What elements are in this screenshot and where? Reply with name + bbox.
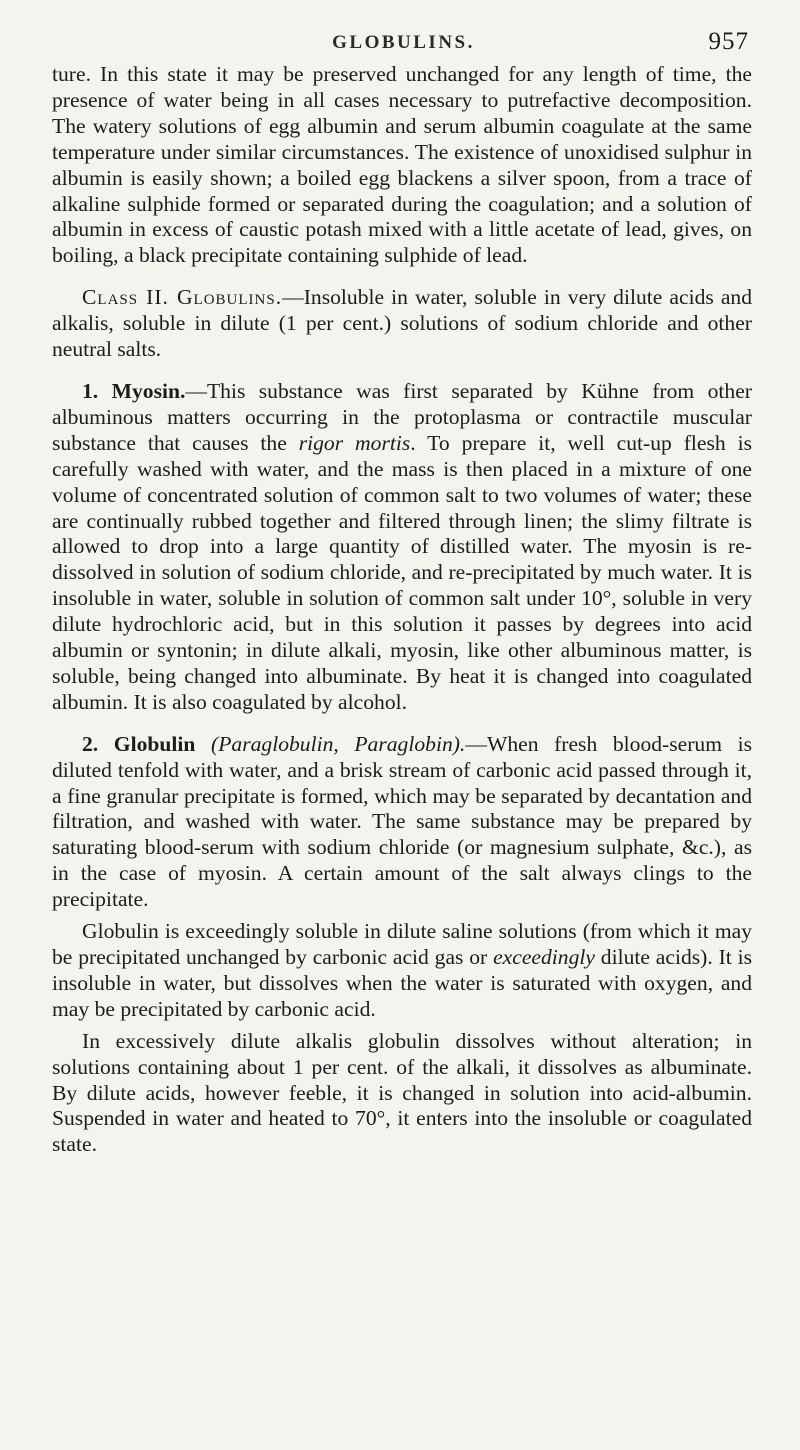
exceedingly-term: exceedingly [493,945,595,969]
page-header [52,0,755,58]
paragraph-continuation: ture. In this state it may be preserved unchanged for any length of time, the presence of water being in all cases necessary to putrefactive decomposition. The watery solutions of egg albumin and serum albumin coagulate at the same temperature under similar circumstances. The existence of unoxidised sulphur in albumin is easily shown; a boiled egg blackens a silver spoon, from a trace of alkaline sulphide formed or separated during the coagulation; and a solution of albumin in excess of caustic potash mixed with a little acetate of lead, gives, on boiling, a black precipitate containing sulphide of lead. [52,62,752,268]
class-ii-heading: Class II. Globulins. [82,285,283,310]
globulin-synonyms: (Paraglobulin, Paraglobin). [211,731,466,756]
paragraph-alkalis: In excessively dilute alkalis globulin dissolves without alteration; in solutions containing about 1 per cent. of the alkali, it dissolves as albuminate. By dilute acids, however feeble, it is changed in solution into acid-albumin. Suspended in water and heated to 70°, it enters into the insoluble or coagulated state. [52,1028,752,1157]
paragraph-globulin [52,732,752,913]
class-ii-text: —Insoluble in water, soluble in very dilute acids and alkalis, soluble in dilute (1 per cent.) solutions of sodium chloride and other neutral salts. [52,285,752,362]
rigor-mortis-term: rigor mortis [298,430,411,455]
paragraph-globulin-solubility [52,919,752,1023]
globulin-text: —When fresh blood-serum is diluted tenfold with water, and a brisk stream of carbonic acid passed through it, a fine granular precipitate is formed, which may be separated by decantation and filtration, and washed with water. The same substance may be prepared by saturating blood-serum with sodium chloride (or magnesium sulphate, &c.), as in the case of myosin. A certain amount of the salt always clings to the precipitate. [52,731,752,912]
running-head: GLOBULINS. [332,32,475,53]
myosin-text-a: —This substance was first separated by Kühne from other albuminous matters occurring in the protoplasma or contractile muscular substance that causes the [52,378,752,455]
myosin-heading: 1. Myosin. [82,378,186,403]
solubility-text-b: dilute acids). It is insoluble in water, but dissolves when the water is saturated with oxygen, and may be precipitated by carbonic acid. [52,945,752,1021]
page-number: 957 [708,28,749,55]
globulin-heading: 2. Globulin [82,731,196,756]
body-text [52,62,752,1158]
solubility-text-a: Globulin is exceedingly soluble in dilute saline solutions (from which it may be precipitated unchanged by carbonic acid gas or [52,919,752,969]
paragraph-class-ii [52,285,752,363]
paragraph-myosin [52,379,752,716]
myosin-text-b: . To prepare it, well cut-up flesh is carefully washed with water, and the mass is then placed in a mixture of one volume of concentrated solution of common salt to two volumes of water; these are continually rubbed together and filtered through linen; the slimy filtrate is allowed to drop into a large quantity of distilled water. The myosin is re-dissolved in solution of sodium chloride, and re-precipitated by much water. It is insoluble in water, soluble in solution of common salt under 10°, soluble in very dilute hydrochloric acid, but in this solution it passes by degrees into acid albumin or syntonin; in dilute alkali, myosin, like other albuminous matter, is soluble, being changed into albuminate. By heat it is changed into coagulated albumin. It is also coagulated by alcohol. [52,430,752,714]
